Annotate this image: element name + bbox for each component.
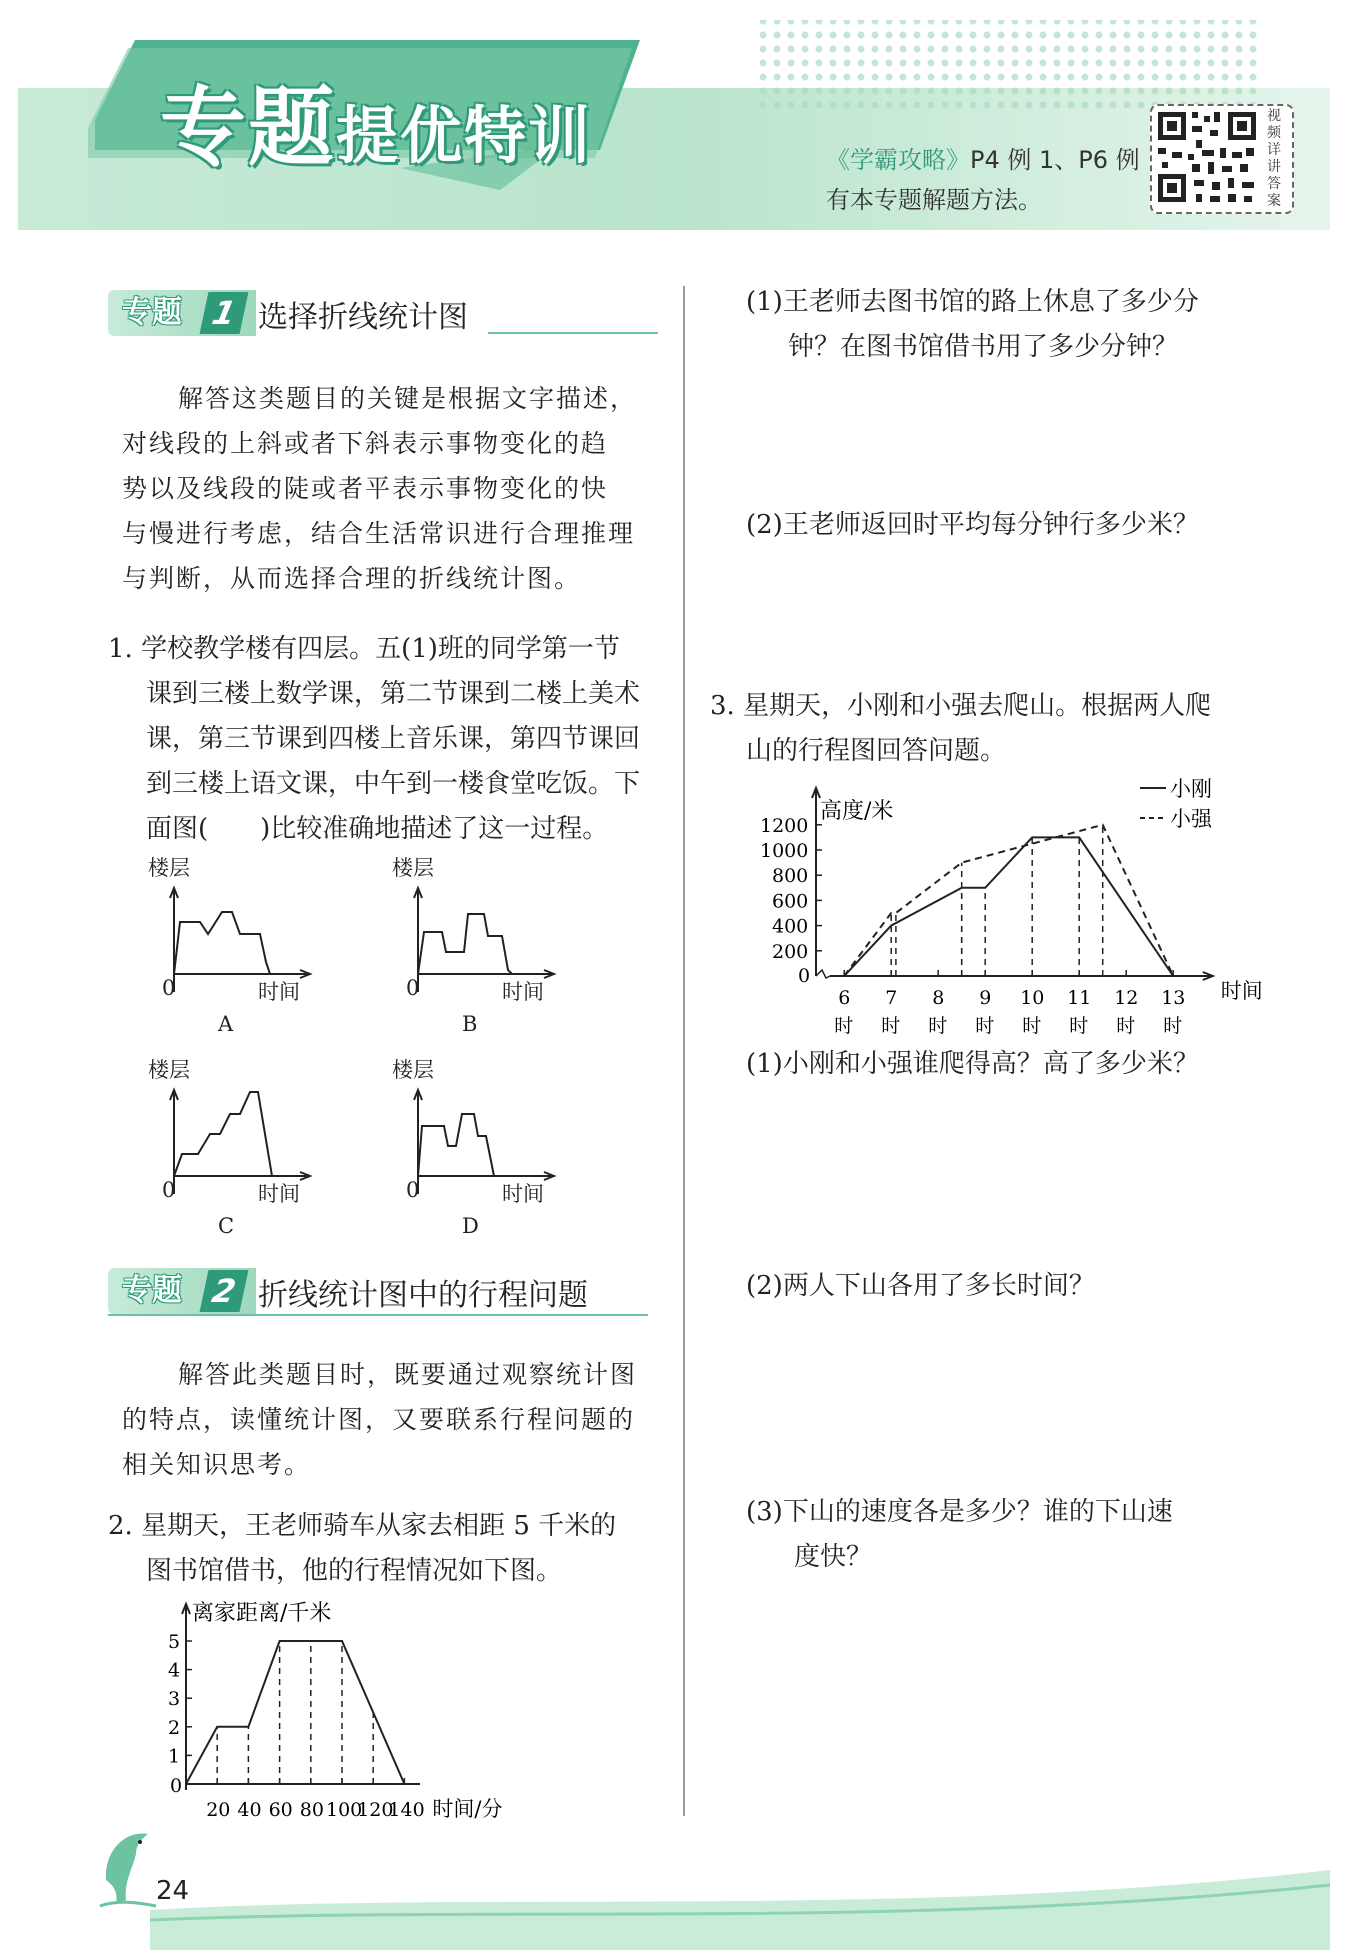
q1-line: 课，第三节课到四楼上音乐课，第四节课回: [146, 724, 641, 754]
x-tick-unit: 时: [834, 1015, 854, 1037]
intro2-line: 的特点，读懂统计图，又要联系行程问题的: [122, 1405, 636, 1434]
y-tick-label: 3: [168, 1688, 181, 1711]
y-axis-label: 离家距离/千米: [192, 1601, 332, 1626]
mountain-chart: [730, 772, 1290, 1042]
origin-label: 0: [162, 976, 176, 1000]
y-tick-label: 2: [168, 1716, 181, 1739]
x-tick-label: 7: [885, 987, 898, 1009]
origin-label: 0: [406, 976, 420, 1000]
y-tick-label: 400: [772, 915, 809, 938]
intro1-line: 对线段的上斜或者下斜表示事物变化的趋: [122, 429, 609, 458]
q1-line: 到三楼上语文课，中午到一楼食堂吃饭。下: [146, 769, 641, 799]
x-tick-unit: 时: [1069, 1015, 1089, 1037]
series-xiaoqiang: [844, 825, 1173, 976]
y-axis-label: 高度/米: [820, 799, 894, 824]
x-tick-label: 100: [326, 1799, 363, 1821]
x-tick-label: 8: [932, 987, 945, 1009]
y-tick-label: 4: [168, 1659, 181, 1682]
origin-label: 0: [406, 1178, 420, 1202]
q2-line: 图书馆借书，他的行程情况如下图。: [146, 1556, 563, 1586]
x-label: 时间: [258, 1182, 300, 1206]
q3-sub3-line: (3)下山的速度各是多少？谁的下山速: [746, 1497, 1173, 1527]
x-tick-label: 120: [357, 1799, 394, 1821]
legend-label: 小刚: [1170, 777, 1212, 801]
intro1-line: 与慢进行考虑，结合生活常识进行合理推理: [122, 519, 636, 548]
origin-label: 0: [170, 1775, 183, 1797]
y-tick-label: 800: [772, 865, 809, 888]
x-tick-unit: 时: [928, 1015, 948, 1037]
q3-sub3-line: 度快？: [794, 1542, 873, 1572]
x-axis-label: 时间/分: [432, 1797, 503, 1821]
section-header-1: [108, 290, 668, 338]
y-label: 楼层: [392, 856, 434, 880]
y-label: 楼层: [148, 1058, 190, 1082]
section-title: 选择折线统计图: [258, 300, 468, 335]
y-tick-label: 1: [168, 1745, 181, 1768]
x-tick-label: 60: [268, 1799, 293, 1821]
x-tick-label: 20: [206, 1799, 231, 1821]
section-number: 2: [200, 1270, 249, 1312]
x-label: 时间: [502, 1182, 544, 1206]
x-tick-unit: 时: [1022, 1015, 1042, 1037]
qr-code-icon: [1152, 106, 1262, 208]
section-tag: 专题: [108, 1268, 256, 1314]
intro1-line: 与判断，从而选择合理的折线统计图。: [122, 564, 582, 593]
y-tick-label: 200: [772, 940, 809, 963]
qr-caption: 视 频 详 讲 答 案: [1267, 108, 1281, 209]
q3-sub1: (1)小刚和小强谁爬得高？高了多少米？: [746, 1049, 1199, 1079]
option-label[interactable]: A: [218, 1012, 234, 1036]
q1-line: 1. 学校教学楼有四层。五(1)班的同学第一节: [108, 634, 620, 664]
y-tick-label: 600: [772, 890, 809, 913]
x-axis-label: 时间: [1220, 979, 1263, 1003]
q3-sub2: (2)两人下山各用了多长时间？: [746, 1271, 1095, 1301]
q2-sub2: (2)王老师返回时平均每分钟行多少米？: [746, 510, 1199, 540]
q3-line: 山的行程图回答问题。: [746, 736, 1007, 766]
section-title: 折线统计图中的行程问题: [258, 1278, 588, 1313]
distance-chart: [150, 1596, 670, 1836]
x-tick-unit: 时: [881, 1015, 901, 1037]
option-chart-a: [140, 852, 340, 1042]
y-label: 楼层: [392, 1058, 434, 1082]
x-tick-label: 140: [388, 1799, 425, 1821]
q1-line: 面图( )比较准确地描述了这一过程。: [146, 814, 609, 844]
origin-label: 0: [162, 1178, 176, 1202]
intro2-line: 解答此类题目时，既要通过观察统计图: [178, 1360, 638, 1389]
q1-line: 课到三楼上数学课，第二节课到二楼上美术: [146, 679, 641, 709]
reference-note-line2: 有本专题解题方法。: [826, 186, 1042, 214]
option-label[interactable]: C: [218, 1214, 235, 1238]
dolphin-icon: [96, 1820, 160, 1910]
page-number: 24: [156, 1876, 190, 1906]
footer-wave: [0, 1850, 1350, 1959]
section-header-2: [108, 1268, 688, 1316]
option-label[interactable]: B: [462, 1012, 478, 1036]
x-tick-unit: 时: [975, 1015, 995, 1037]
option-chart-b: [384, 852, 584, 1042]
x-tick-label: 10: [1020, 987, 1045, 1009]
legend-label: 小强: [1170, 807, 1212, 831]
x-label: 时间: [502, 980, 544, 1004]
x-tick-label: 9: [979, 987, 992, 1009]
y-label: 楼层: [148, 856, 190, 880]
reference-note: 《学霸攻略》P4 例 1、P6 例: [826, 146, 1140, 174]
intro2-line: 相关知识思考。: [122, 1450, 312, 1479]
distance-series: [186, 1641, 404, 1784]
intro1-line: 解答这类题目的关键是根据文字描述，: [178, 384, 638, 413]
x-tick-label: 80: [299, 1799, 324, 1821]
q2-sub1-line: (1)王老师去图书馆的路上休息了多少分: [746, 287, 1199, 317]
x-tick-unit: 时: [1116, 1015, 1136, 1037]
y-tick-label: 1200: [760, 814, 809, 837]
option-chart-c: [140, 1054, 340, 1244]
q3-line: 3. 星期天，小刚和小强去爬山。根据两人爬: [710, 691, 1212, 721]
x-tick-label: 13: [1161, 987, 1186, 1009]
q2-line: 2. 星期天，王老师骑车从家去相距 5 千米的: [108, 1511, 617, 1541]
section-rule: [488, 332, 658, 334]
x-tick-label: 12: [1114, 987, 1139, 1009]
intro1-line: 势以及线段的陡或者平表示事物变化的快: [122, 474, 609, 503]
y-tick-label: 1000: [760, 840, 809, 862]
x-tick-label: 6: [838, 987, 851, 1009]
x-tick-unit: 时: [1163, 1015, 1183, 1037]
x-tick-label: 40: [237, 1799, 262, 1821]
x-tick-label: 11: [1067, 987, 1092, 1009]
option-label[interactable]: D: [462, 1214, 479, 1238]
x-label: 时间: [258, 980, 300, 1004]
section-rule: [108, 1314, 648, 1316]
section-number: 1: [200, 292, 249, 334]
axis-break: [816, 970, 830, 978]
origin-label: 0: [798, 965, 811, 987]
series-xiaogang: [844, 837, 1173, 976]
section-tag: 专题: [108, 290, 256, 336]
q2-sub1-line: 钟？在图书馆借书用了多少分钟？: [788, 332, 1179, 362]
column-divider: [683, 286, 685, 1816]
y-tick-label: 5: [168, 1631, 181, 1653]
page-title: 专题提优特训: [160, 78, 593, 178]
option-chart-d: [384, 1054, 584, 1244]
